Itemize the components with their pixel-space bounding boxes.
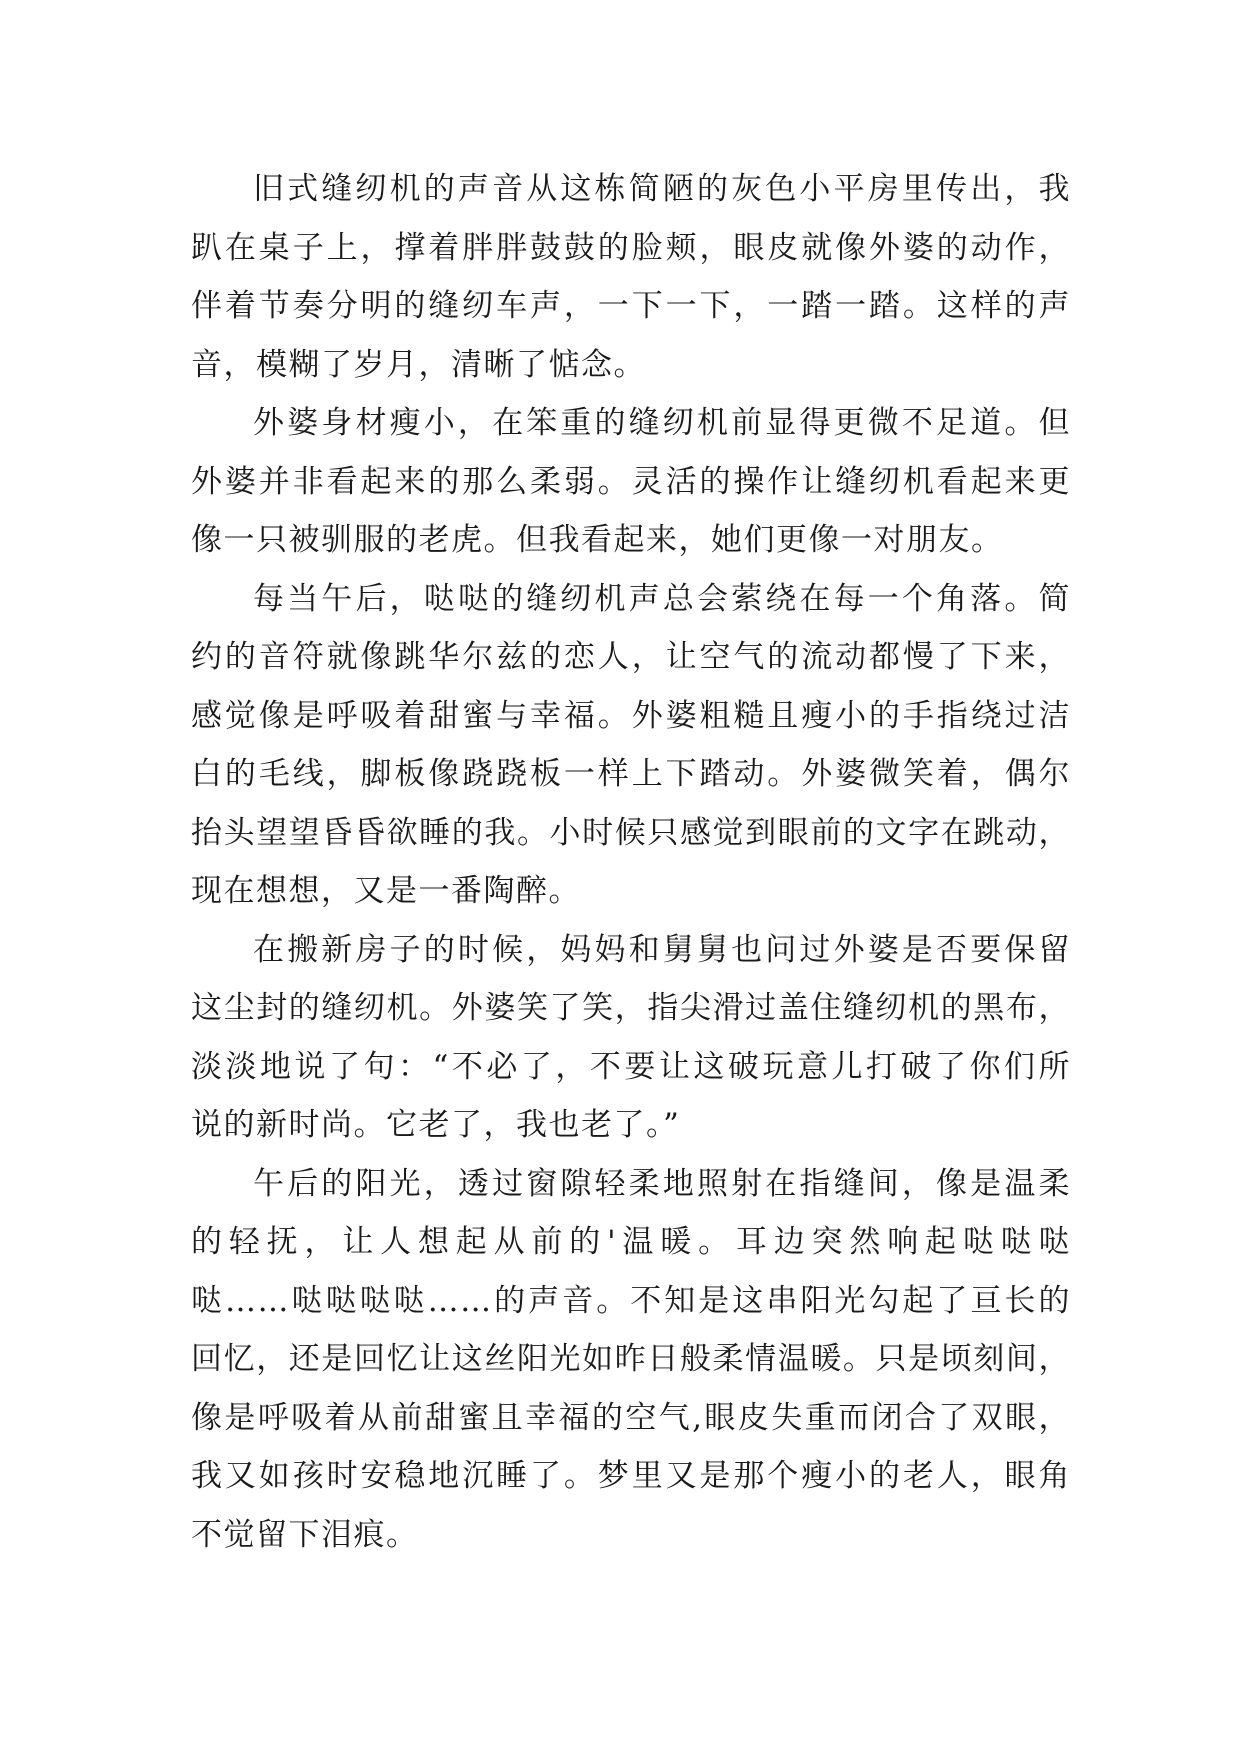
text-line: 音，模糊了岁月，清晰了惦念。 [191,346,646,383]
text-line: 像一只被驯服的老虎。但我看起来，她们更像一对朋友。 [191,522,1004,558]
text-line: 每当午后，哒哒的缝纫机声总会萦绕在每一个角落。简 [253,580,1071,617]
text-line: 约的音符就像跳华尔兹的恋人，让空气的流动都慢了下来， [191,639,1071,675]
text-line: 哒……哒哒哒哒……的声音。不知是这串阳光勾起了亘长的 [191,1282,1071,1319]
text-line: 午后的阳光，透过窗隙轻柔地照射在指缝间，像是温柔 [253,1165,1071,1202]
text-line: 像是呼吸着从前甜蜜且幸福的空气,眼皮失重而闭合了双眼， [191,1399,1071,1436]
text-line: 回忆，还是回忆让这丝阳光如昨日般柔情温暖。只是顷刻间， [191,1341,1071,1377]
text-line: 旧式缝纫机的声音从这栋简陋的灰色小平房里传出，我 [253,171,1071,207]
text-line: 这尘封的缝纫机。外婆笑了笑，指尖滑过盖住缝纫机的黑布， [191,990,1071,1026]
text-line: 抬头望望昏昏欲睡的我。小时候只感觉到眼前的文字在跳动， [191,814,1071,851]
essay-body [191,160,1071,1564]
paragraph [191,394,1071,570]
text-line: 外婆身材瘦小，在笨重的缝纫机前显得更微不足道。但 [253,405,1071,441]
text-line: 白的毛线，脚板像跷跷板一样上下踏动。外婆微笑着，偶尔 [191,756,1071,792]
text-line: 的轻抚，让人想起从前的'温暖。耳边突然响起哒哒哒 [191,1224,1071,1260]
text-line: 我又如孩时安稳地沉睡了。梦里又是那个瘦小的老人，眼角 [191,1458,1071,1494]
text-line: 现在想想，又是一番陶醉。 [191,873,581,909]
text-line: 说的新时尚。它老了，我也老了。” [191,1107,681,1143]
paragraph [191,160,1071,394]
text-line: 淡淡地说了句：“不必了，不要让这破玩意儿打破了你们所 [191,1048,1071,1085]
text-line: 不觉留下泪痕。 [191,1516,419,1553]
text-line: 外婆并非看起来的那么柔弱。灵活的操作让缝纫机看起来更 [191,463,1071,500]
paragraph [191,570,1071,921]
text-line: 在搬新房子的时候，妈妈和舅舅也问过外婆是否要保留 [253,931,1071,968]
text-line: 感觉像是呼吸着甜蜜与幸福。外婆粗糙且瘦小的手指绕过洁 [191,697,1071,734]
text-line: 伴着节奏分明的缝纫车声，一下一下，一踏一踏。这样的声 [191,288,1071,324]
paragraph [191,1155,1071,1565]
paragraph [191,921,1071,1155]
text-line: 趴在桌子上，撑着胖胖鼓鼓的脸颊，眼皮就像外婆的动作， [191,229,1071,266]
